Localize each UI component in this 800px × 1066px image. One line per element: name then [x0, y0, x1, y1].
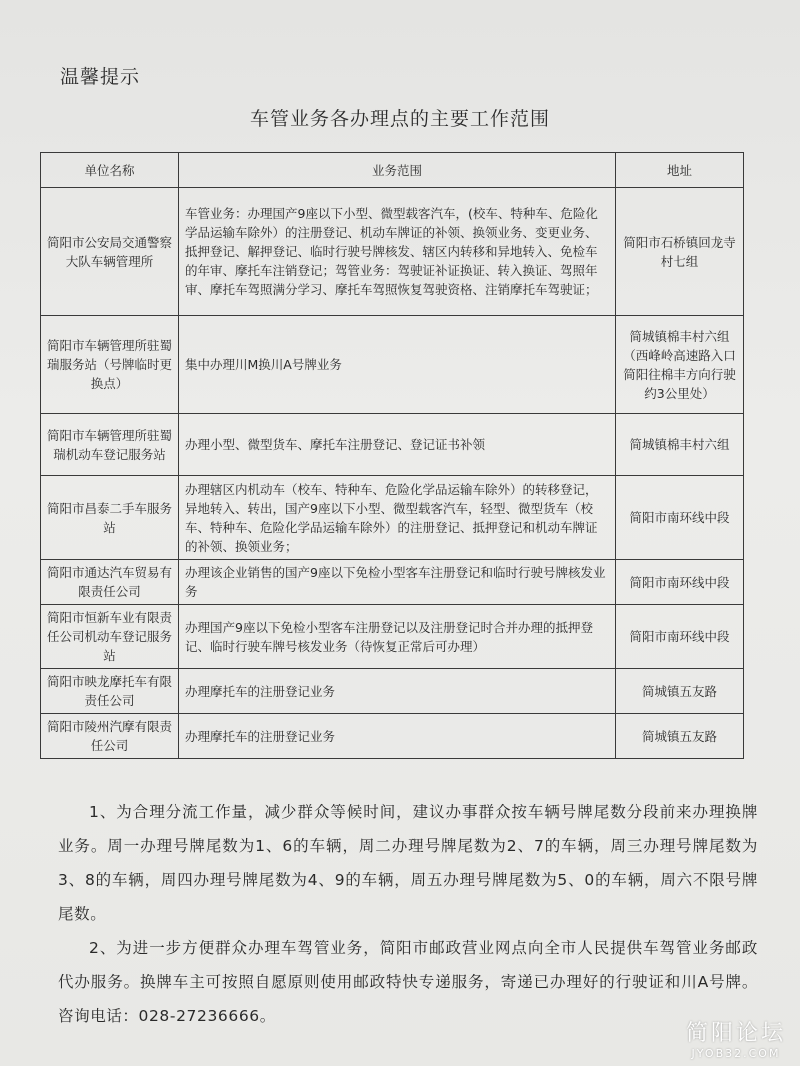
business-scope: 办理小型、微型货车、摩托车注册登记、登记证书补领	[179, 414, 616, 476]
table-row	[41, 605, 744, 669]
business-scope: 集中办理川M换川A号牌业务	[179, 316, 616, 414]
unit-name: 简阳市公安局交通警察大队车辆管理所	[41, 188, 179, 316]
forum-watermark	[686, 1016, 786, 1060]
address: 简阳市石桥镇回龙寺村七组	[616, 188, 744, 316]
note-paragraph: 1、为合理分流工作量，减少群众等候时间，建议办事群众按车辆号牌尾数分段前来办理换牌业务。周一办理号牌尾数为1、6的车辆，周二办理号牌尾数为2、7的车辆，周三办理号牌尾数为3、8的车辆，周四办理号牌尾数为4、9的车辆，周五办理号牌尾数为5、0的车辆，周六不限号牌尾数。	[58, 803, 758, 923]
table-row	[41, 316, 744, 414]
business-scope: 办理摩托车的注册登记业务	[179, 714, 616, 759]
notice-heading: 温馨提示	[60, 66, 141, 88]
business-scope: 办理摩托车的注册登记业务	[179, 669, 616, 714]
address: 简城镇五友路	[616, 669, 744, 714]
header-unit-name: 单位名称	[41, 153, 179, 188]
table-row	[41, 188, 744, 316]
unit-name: 简阳市车辆管理所驻蜀瑞机动车登记服务站	[41, 414, 179, 476]
header-business-scope: 业务范围	[179, 153, 616, 188]
service-points-table	[40, 152, 744, 759]
unit-name: 简阳市恒新车业有限责任公司机动车登记服务站	[41, 605, 179, 669]
unit-name: 简阳市通达汽车贸易有限责任公司	[41, 560, 179, 605]
business-scope: 办理国产9座以下免检小型客车注册登记以及注册登记时合并办理的抵押登记、临时行驶车牌号核发业务（待恢复正常后可办理）	[179, 605, 616, 669]
business-scope: 车管业务：办理国产9座以下小型、微型载客汽车，(校车、特种车、危险化学品运输车除外）的注册登记、机动车牌证的补领、换领业务、变更业务、抵押登记、解押登记、临时行驶号牌核发、辖区内转移和异地转入、免检车的年审、摩托车注销登记；驾管业务：驾驶证补证换证、转入换证、驾照年审、摩托车驾照满分学习、摩托车驾照恢复驾驶资格、注销摩托车驾驶证；	[179, 188, 616, 316]
watermark-name: 简阳论坛	[685, 1021, 786, 1046]
table-row	[41, 476, 744, 560]
unit-name: 简阳市陵州汽摩有限责任公司	[41, 714, 179, 759]
address: 简城镇棉丰村六组	[616, 414, 744, 476]
business-scope: 办理该企业销售的国产9座以下免检小型客车注册登记和临时行驶号牌核发业务	[179, 560, 616, 605]
address: 简阳市南环线中段	[616, 560, 744, 605]
table-row	[41, 714, 744, 759]
address: 简阳市南环线中段	[616, 476, 744, 560]
notes-section	[58, 795, 758, 1033]
business-scope: 办理辖区内机动车（校车、特种车、危险化学品运输车除外）的转移登记，异地转入、转出，国产9座以下小型、微型载客汽车，轻型、微型货车（校车、特种车、危险化学品运输车除外）的注册登记、抵押登记和机动车牌证的补领、换领业务；	[179, 476, 616, 560]
table-row	[41, 669, 744, 714]
note-paragraph: 2、为进一步方便群众办理车驾管业务，简阳市邮政营业网点向全市人民提供车驾管业务邮政代办服务。换牌车主可按照自愿原则使用邮政特快专递服务，寄递已办理好的行驶证和川A号牌。咨询电话：028-27236666。	[58, 939, 758, 1025]
table-header-row	[41, 153, 744, 188]
document-title: 车管业务各办理点的主要工作范围	[249, 108, 550, 130]
header-address: 地址	[616, 153, 744, 188]
table-row	[41, 560, 744, 605]
watermark-domain: JYOB32.COM	[691, 1047, 781, 1060]
address: 简城镇五友路	[616, 714, 744, 759]
address: 简城镇棉丰村六组（西峰岭高速路入口简阳往棉丰方向行驶约3公里处）	[616, 316, 744, 414]
table-row	[41, 414, 744, 476]
address: 简阳市南环线中段	[616, 605, 744, 669]
unit-name: 简阳市车辆管理所驻蜀瑞服务站（号牌临时更换点）	[41, 316, 179, 414]
unit-name: 简阳市昌泰二手车服务站	[41, 476, 179, 560]
unit-name: 简阳市映龙摩托车有限责任公司	[41, 669, 179, 714]
